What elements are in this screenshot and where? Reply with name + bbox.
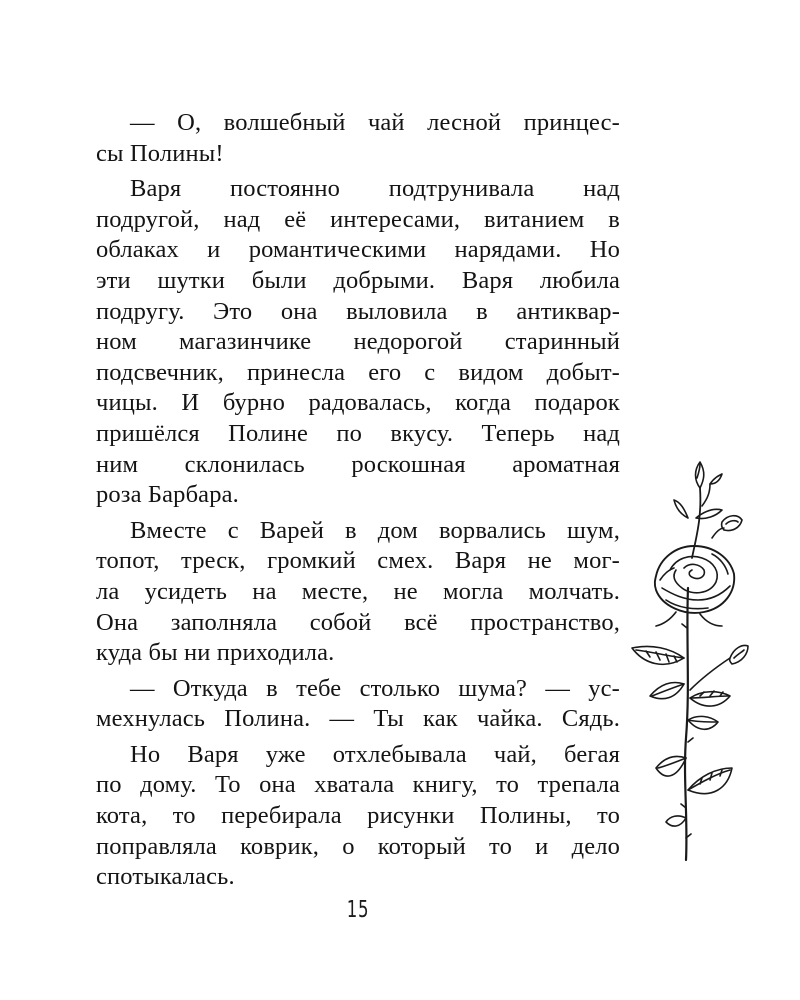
text-line: подругу. Это она выловила в антиквар-	[96, 297, 620, 325]
paragraph-5	[96, 740, 620, 893]
text-line: чицы. И бурно радовалась, когда подарок	[96, 389, 620, 417]
paragraph-3	[96, 516, 620, 669]
paragraph-4	[96, 674, 620, 735]
paragraph-1	[96, 108, 620, 169]
text-line: куда бы ни приходила.	[96, 639, 335, 667]
text-line: поправляла коврик, о который то и дело	[96, 832, 620, 860]
text-line: Вместе с Варей в дом ворвались шум,	[130, 516, 620, 544]
text-line: Но Варя уже отхлебывала чай, бегая	[130, 740, 620, 768]
text-line: по дому. То она хватала книгу, то трепала	[96, 771, 620, 799]
text-line: — Откуда в тебе столько шума? — ус-	[130, 674, 620, 702]
text-line: кота, то перебирала рисунки Полины, то	[96, 802, 620, 830]
paragraph-2	[96, 174, 620, 511]
text-line: подругой, над её интересами, витанием в	[96, 205, 620, 233]
page-number: 15	[346, 897, 370, 923]
text-line: эти шутки были добрыми. Варя любила	[96, 266, 620, 294]
text-line: подсвечник, принесла его с видом добыт-	[96, 358, 620, 386]
text-line: мехнулась Полина. — Ты как чайка. Сядь.	[96, 705, 620, 733]
text-line: роза Барбара.	[96, 481, 239, 509]
text-line: пришёлся Полине по вкусу. Теперь над	[96, 419, 620, 447]
text-line: спотыкалась.	[96, 863, 235, 891]
text-line: сы Полины!	[96, 139, 224, 167]
text-line: облаках и романтическими нарядами. Но	[96, 236, 620, 264]
text-line: топот, треск, громкий смех. Варя не мог-	[96, 547, 620, 575]
text-line: ним склонилась роскошная ароматная	[96, 450, 620, 478]
text-line: ла усидеть на месте, не могла молчать.	[96, 577, 620, 605]
page-text	[96, 108, 620, 893]
text-line: Варя постоянно подтрунивала над	[130, 175, 620, 203]
rose-icon	[626, 458, 760, 862]
text-line: ном магазинчике недорогой старинный	[96, 328, 620, 356]
text-line: — О, волшебный чай лесной принцес-	[130, 109, 620, 136]
text-line: Она заполняла собой всё пространство,	[96, 608, 620, 636]
